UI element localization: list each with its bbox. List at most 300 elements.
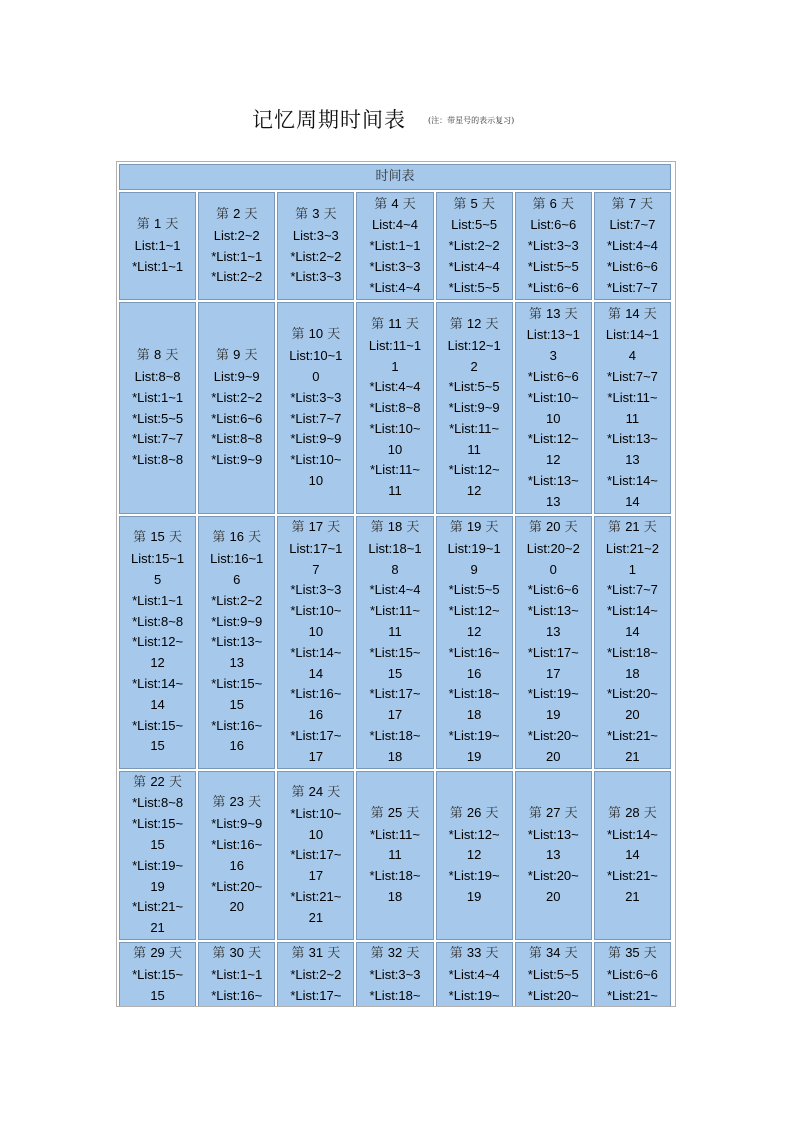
day-label: 第 13 天 (528, 305, 578, 322)
list-entry: *List:13~ (211, 634, 263, 650)
day-label: 第 22 天 (133, 773, 182, 790)
list-entry: *List:21~ (290, 888, 342, 904)
list-entry: 16 (308, 707, 324, 723)
list-entry: List:3~3 (292, 227, 339, 243)
list-entry: *List:5~5 (448, 379, 500, 395)
day-label: 第 14 天 (608, 305, 657, 322)
day-label: 第 16 天 (212, 529, 262, 546)
list-entry: *List:6~6 (527, 279, 579, 295)
day-label: 第 23 天 (212, 794, 262, 811)
day-label: 第 11 天 (371, 315, 419, 332)
list-entry: List:13~1 (526, 327, 580, 343)
list-entry: List:8~8 (134, 368, 181, 384)
page-title: 记忆周期时间表 (252, 108, 406, 132)
day-label: 第 33 天 (449, 944, 499, 961)
list-entry: 14 (150, 696, 165, 712)
list-entry: *List:20~ (211, 878, 263, 894)
table-header-row (119, 164, 671, 190)
day-number: 31 (308, 944, 324, 960)
day-cell (119, 302, 196, 514)
list-entry: *List:3~3 (369, 966, 421, 982)
list-entry: 10 (308, 472, 324, 488)
list-entry: *List:18~ (606, 644, 658, 660)
list-entry: 5 (153, 571, 162, 587)
list-entry: *List:6~6 (211, 410, 263, 426)
list-entry: *List:15~ (211, 675, 263, 691)
list-entry: *List:16~ (448, 644, 500, 660)
table-row (119, 192, 671, 300)
list-entry: 7 (312, 561, 320, 577)
day-number: 30 (229, 944, 244, 960)
list-entry: *List:19~ (448, 868, 500, 884)
day-number: 4 (391, 195, 399, 211)
list-entry: *List:15~ (132, 966, 184, 982)
list-entry: *List:11~ (607, 389, 658, 405)
day-number: 10 (308, 326, 324, 342)
day-label: 第 10 天 (291, 326, 341, 343)
list-entry: *List:7~7 (290, 410, 342, 426)
list-entry: *List:13~ (527, 472, 579, 488)
list-entry: *List:19~ (527, 686, 579, 702)
list-entry: *List:3~3 (527, 238, 579, 254)
day-label: 第 3 天 (295, 205, 337, 222)
day-label: 第 19 天 (449, 519, 499, 535)
list-entry: 21 (625, 748, 640, 764)
list-entry: *List:7~7 (606, 582, 658, 598)
day-number: 3 (312, 205, 320, 221)
list-entry: *List:16~ (211, 717, 263, 733)
list-entry: *List:9~9 (211, 816, 263, 832)
list-entry: 21 (150, 920, 165, 936)
list-entry: List:6~6 (530, 217, 577, 233)
list-entry: *List:21~ (132, 899, 184, 915)
list-entry: *List:21~ (606, 868, 658, 884)
list-entry: List:21~2 (605, 540, 659, 556)
list-entry: 12 (466, 847, 482, 863)
list-entry: 14 (308, 665, 324, 681)
day-label: 第 17 天 (291, 519, 341, 535)
list-entry: *List:4~4 (369, 379, 421, 395)
day-cell (515, 942, 592, 1007)
list-entry: *List:13~ (606, 431, 658, 447)
day-cell (515, 516, 592, 769)
day-label: 第 25 天 (370, 804, 420, 821)
day-cell (198, 192, 275, 300)
list-entry: *List:20~ (527, 987, 579, 1003)
list-entry: *List:4~4 (448, 258, 500, 274)
list-entry: 20 (546, 748, 561, 764)
day-cell (277, 192, 354, 300)
day-number: 28 (625, 804, 640, 820)
list-entry: 0 (549, 561, 557, 577)
day-cell (119, 192, 196, 300)
list-entry: 13 (546, 847, 561, 863)
day-label: 第 1 天 (136, 216, 179, 233)
day-label: 第 28 天 (608, 804, 657, 821)
day-label: 第 31 天 (291, 944, 341, 961)
day-cell (198, 302, 275, 514)
list-entry: *List:12~ (132, 634, 184, 650)
list-entry: List:2~2 (213, 227, 260, 243)
list-entry: *List:17~ (290, 987, 342, 1003)
day-cell (436, 771, 513, 940)
list-entry: *List:18~ (369, 868, 421, 884)
list-entry: 19 (466, 888, 482, 904)
list-entry: 12 (546, 452, 561, 468)
list-entry: *List:10~ (290, 452, 342, 468)
list-entry: *List:13~ (527, 826, 579, 842)
day-label: 第 6 天 (532, 195, 575, 212)
list-entry: 18 (625, 665, 640, 681)
day-cell (277, 302, 354, 514)
day-cell (119, 942, 196, 1007)
list-entry: *List:6~6 (606, 966, 658, 982)
day-cell (594, 192, 671, 300)
day-cell (594, 771, 671, 940)
list-entry: 16 (466, 665, 482, 681)
list-entry: *List:9~9 (448, 400, 500, 416)
list-entry: 18 (387, 888, 403, 904)
day-cell (198, 942, 275, 1007)
day-number: 29 (150, 944, 165, 960)
list-entry: *List:2~2 (211, 592, 263, 608)
list-entry: *List:17~ (369, 686, 421, 702)
list-entry: *List:2~2 (290, 248, 342, 264)
day-number: 35 (625, 944, 640, 960)
list-entry: *List:7~7 (606, 279, 658, 295)
list-entry: 18 (387, 748, 403, 764)
list-entry: *List:16~ (211, 987, 263, 1003)
list-entry: *List:18~ (448, 686, 500, 702)
list-entry: 20 (546, 888, 561, 904)
list-entry: *List:1~1 (369, 238, 421, 254)
day-cell (277, 771, 354, 940)
day-number: 26 (466, 804, 482, 820)
list-entry: List:16~1 (210, 551, 264, 567)
list-entry: 20 (229, 899, 244, 915)
list-entry: 2 (470, 358, 478, 374)
list-entry: 21 (625, 888, 640, 904)
list-entry: *List:15~ (369, 644, 421, 660)
day-number: 15 (150, 529, 165, 545)
day-label: 第 24 天 (291, 783, 341, 800)
list-entry: 16 (229, 738, 244, 754)
day-cell (277, 516, 354, 769)
day-label: 第 27 天 (528, 804, 578, 821)
list-entry: 13 (546, 493, 561, 509)
list-entry: 0 (312, 368, 320, 384)
list-entry: List:11~1 (368, 337, 422, 353)
list-entry: *List:3~3 (290, 582, 342, 598)
list-entry: 1 (628, 561, 637, 577)
day-cell (198, 771, 275, 940)
list-entry: *List:3~3 (290, 389, 342, 405)
day-cell (515, 771, 592, 940)
list-entry: List:14~1 (605, 327, 659, 343)
day-label: 第 21 天 (608, 519, 657, 535)
day-number: 24 (308, 783, 324, 799)
list-entry: *List:3~3 (290, 269, 342, 285)
day-cell (515, 302, 592, 514)
day-number: 33 (466, 944, 482, 960)
list-entry: *List:14~ (606, 472, 658, 488)
list-entry: List:5~5 (451, 217, 498, 233)
list-entry: List:10~1 (289, 348, 343, 364)
list-entry: *List:14~ (290, 644, 342, 660)
list-entry: *List:21~ (606, 727, 658, 743)
list-entry: 11 (388, 623, 402, 639)
list-entry: *List:15~ (132, 816, 184, 832)
list-entry: *List:17~ (527, 644, 579, 660)
list-entry: 11 (388, 483, 402, 499)
day-cell (198, 516, 275, 769)
list-entry: 15 (229, 696, 244, 712)
list-entry: 14 (625, 623, 640, 639)
day-label: 第 18 天 (370, 519, 420, 535)
day-number: 18 (387, 519, 403, 534)
day-number: 9 (233, 347, 241, 363)
day-label: 第 12 天 (449, 315, 499, 332)
list-entry: List:18~1 (368, 540, 422, 556)
day-number: 34 (546, 944, 561, 960)
day-number: 25 (387, 804, 403, 820)
list-entry: *List:10~ (527, 389, 579, 405)
schedule-table-container (116, 161, 676, 1007)
list-entry: *List:12~ (448, 462, 500, 478)
day-number: 27 (546, 804, 561, 820)
day-cell (119, 771, 196, 940)
list-entry: 6 (233, 571, 241, 587)
day-number: 19 (466, 519, 482, 534)
list-entry: *List:20~ (527, 868, 579, 884)
list-entry: *List:13~ (527, 603, 579, 619)
day-number: 7 (628, 195, 637, 211)
list-entry: *List:6~6 (527, 368, 579, 384)
list-entry: *List:19~ (132, 857, 184, 873)
schedule-table (117, 162, 673, 1007)
list-entry: *List:4~4 (448, 966, 500, 982)
list-entry: *List:20~ (606, 686, 658, 702)
list-entry: *List:8~8 (132, 452, 184, 468)
list-entry: 19 (150, 878, 165, 894)
list-entry: *List:2~2 (211, 389, 263, 405)
list-entry: *List:5~5 (132, 410, 184, 426)
list-entry: *List:12~ (448, 826, 500, 842)
day-cell (356, 516, 433, 769)
list-entry: *List:2~2 (290, 966, 342, 982)
list-entry: *List:8~8 (132, 795, 184, 811)
list-entry: *List:12~ (527, 431, 579, 447)
day-number: 8 (153, 347, 162, 363)
list-entry: List:1~1 (134, 238, 181, 254)
list-entry: 1 (391, 358, 399, 374)
list-entry: *List:15~ (132, 717, 184, 733)
day-number: 11 (388, 315, 402, 331)
list-entry: *List:7~7 (132, 431, 184, 447)
list-entry: *List:1~1 (132, 258, 184, 274)
list-entry: 11 (625, 410, 640, 426)
list-entry: 15 (150, 836, 165, 852)
day-cell (436, 192, 513, 300)
list-entry: 15 (150, 987, 165, 1003)
list-entry: *List:5~5 (527, 966, 579, 982)
list-entry: *List:21~ (606, 987, 658, 1003)
day-number: 23 (229, 794, 244, 810)
list-entry: *List:8~8 (369, 400, 421, 416)
list-entry: List:12~1 (447, 337, 501, 353)
day-number: 22 (150, 773, 165, 789)
list-entry: 14 (625, 847, 640, 863)
list-entry: *List:17~ (290, 727, 342, 743)
list-entry: *List:9~9 (211, 452, 263, 468)
list-entry: List:19~1 (447, 540, 501, 556)
table-caption: 时间表 (119, 164, 671, 190)
day-label: 第 30 天 (212, 944, 262, 961)
list-entry: *List:1~1 (132, 592, 184, 608)
list-entry: *List:11~ (369, 826, 420, 842)
list-entry: *List:3~3 (369, 258, 421, 274)
list-entry: *List:19~ (448, 987, 500, 1003)
day-number: 32 (387, 944, 403, 960)
list-entry: 8 (391, 561, 399, 577)
list-entry: *List:5~5 (527, 258, 579, 274)
list-entry: 20 (625, 707, 640, 723)
list-entry: *List:11~ (369, 603, 420, 619)
day-number: 14 (625, 305, 640, 321)
list-entry: *List:5~5 (448, 582, 500, 598)
day-cell (356, 302, 433, 514)
day-label: 第 29 天 (133, 944, 182, 961)
day-cell (594, 942, 671, 1007)
list-entry: *List:1~1 (132, 389, 184, 405)
list-entry: *List:8~8 (211, 431, 263, 447)
list-entry: 12 (466, 623, 482, 639)
list-entry: *List:11~ (449, 420, 500, 436)
list-entry: 13 (546, 623, 561, 639)
list-entry: *List:6~6 (527, 582, 579, 598)
day-number: 6 (549, 195, 557, 211)
day-cell (436, 516, 513, 769)
list-entry: *List:16~ (290, 686, 342, 702)
day-label: 第 5 天 (453, 195, 495, 212)
list-entry: *List:4~4 (369, 279, 421, 295)
list-entry: List:15~1 (131, 551, 185, 567)
list-entry: 17 (308, 748, 324, 764)
list-entry: 11 (388, 847, 402, 863)
title-note: (注：带星号的表示复习) (428, 116, 515, 125)
list-entry: 13 (229, 655, 244, 671)
list-entry: *List:7~7 (606, 368, 658, 384)
list-entry: *List:1~1 (211, 248, 263, 264)
day-cell (356, 771, 433, 940)
day-label: 第 7 天 (611, 195, 654, 212)
list-entry: *List:2~2 (211, 269, 263, 285)
day-cell (515, 192, 592, 300)
day-number: 5 (470, 195, 478, 211)
day-cell (594, 302, 671, 514)
list-entry: List:20~2 (526, 540, 580, 556)
list-entry: 21 (308, 909, 324, 925)
list-entry: *List:10~ (290, 603, 342, 619)
list-entry: *List:8~8 (132, 613, 184, 629)
day-number: 16 (229, 529, 244, 545)
day-number: 13 (546, 305, 561, 321)
day-number: 2 (233, 205, 241, 221)
list-entry: *List:18~ (369, 727, 421, 743)
day-number: 1 (153, 216, 162, 232)
day-label: 第 34 天 (528, 944, 578, 961)
day-number: 21 (625, 519, 640, 534)
list-entry: 3 (549, 348, 557, 364)
day-cell (119, 516, 196, 769)
day-cell (277, 942, 354, 1007)
list-entry: 17 (308, 868, 324, 884)
list-entry: 17 (546, 665, 561, 681)
list-entry: *List:1~1 (211, 966, 263, 982)
day-number: 20 (546, 519, 561, 534)
list-entry: 4 (628, 348, 637, 364)
day-cell (436, 302, 513, 514)
day-cell (594, 516, 671, 769)
table-row (119, 516, 671, 769)
list-entry: *List:2~2 (448, 238, 500, 254)
list-entry: *List:9~9 (211, 613, 263, 629)
list-entry: *List:4~4 (606, 238, 658, 254)
list-entry: 18 (466, 707, 482, 723)
list-entry: 11 (467, 441, 481, 457)
list-entry: 9 (470, 561, 478, 577)
list-entry: List:9~9 (213, 368, 260, 384)
list-entry: 10 (387, 441, 403, 457)
list-entry: *List:10~ (369, 420, 421, 436)
list-entry: *List:14~ (606, 603, 658, 619)
list-entry: 14 (625, 493, 640, 509)
list-entry: 10 (308, 623, 324, 639)
list-entry: *List:14~ (132, 675, 184, 691)
list-entry: *List:10~ (290, 805, 342, 821)
day-label: 第 9 天 (215, 347, 258, 364)
list-entry: List:4~4 (372, 217, 418, 233)
list-entry: 16 (229, 857, 244, 873)
list-entry: 13 (625, 452, 640, 468)
list-entry: *List:11~ (369, 462, 420, 478)
list-entry: 19 (466, 748, 482, 764)
table-row (119, 771, 671, 940)
day-label: 第 2 天 (215, 205, 258, 222)
list-entry: *List:12~ (448, 603, 500, 619)
list-entry: List:7~7 (609, 217, 656, 233)
day-label: 第 26 天 (449, 804, 499, 821)
list-entry: *List:18~ (369, 987, 421, 1003)
list-entry: *List:5~5 (448, 279, 500, 295)
day-label: 第 8 天 (136, 347, 179, 364)
day-label: 第 35 天 (608, 944, 657, 961)
list-entry: 12 (150, 655, 165, 671)
list-entry: 15 (150, 738, 165, 754)
list-entry: 15 (387, 665, 403, 681)
list-entry: *List:6~6 (606, 258, 658, 274)
table-row (119, 942, 671, 1007)
list-entry: *List:4~4 (369, 582, 421, 598)
day-number: 17 (308, 519, 324, 534)
day-label: 第 4 天 (374, 195, 416, 212)
list-entry: 10 (308, 826, 324, 842)
list-entry: 17 (387, 707, 403, 723)
list-entry: *List:9~9 (290, 431, 342, 447)
list-entry: *List:17~ (290, 847, 342, 863)
list-entry: 19 (546, 707, 561, 723)
list-entry: 12 (466, 483, 482, 499)
